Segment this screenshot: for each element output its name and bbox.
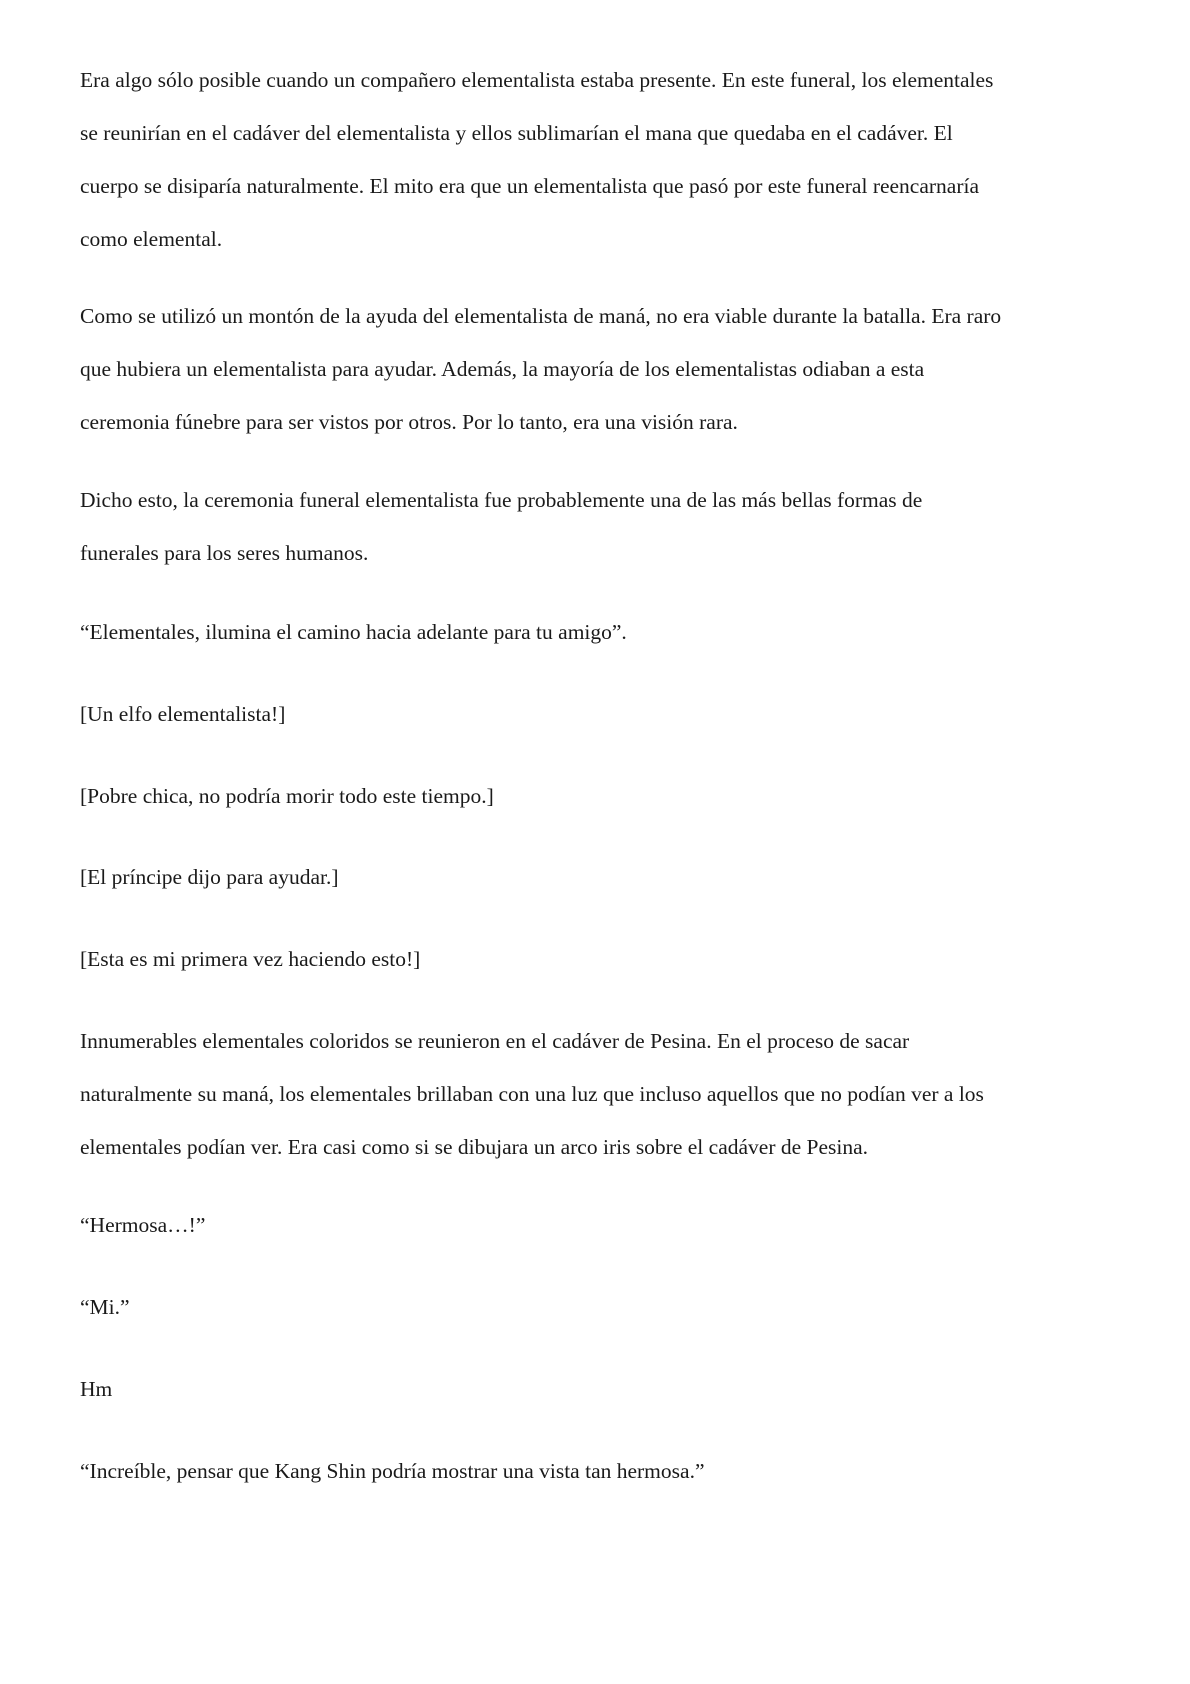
text-line: se reunirían en el cadáver del elementalista y ellos sublimarían el mana que quedaba en el cadáver. El xyxy=(80,121,953,145)
dialogue-line: “Mi.” xyxy=(80,1295,130,1319)
text-line: Dicho esto, la ceremonia funeral elementalista fue probablemente una de las más bellas formas de xyxy=(80,488,923,512)
bracket-line: [Esta es mi primera vez haciendo esto!] xyxy=(80,947,421,971)
text-line: Como se utilizó un montón de la ayuda del elementalista de maná, no era viable durante la batalla. Era raro xyxy=(80,304,1002,328)
dialogue-line: “Elementales, ilumina el camino hacia adelante para tu amigo”. xyxy=(80,620,627,644)
paragraph xyxy=(80,1015,1120,1174)
paragraph xyxy=(80,474,1120,580)
text-line: Hm xyxy=(80,1377,113,1401)
bracket-line: [El príncipe dijo para ayudar.] xyxy=(80,865,339,889)
bracket-line: [Pobre chica, no podría morir todo este tiempo.] xyxy=(80,784,494,808)
dialogue-line: “Increíble, pensar que Kang Shin podría mostrar una vista tan hermosa.” xyxy=(80,1459,705,1483)
text-line: Innumerables elementales coloridos se reunieron en el cadáver de Pesina. En el proceso de sacar xyxy=(80,1029,910,1053)
bracket-line: [Un elfo elementalista!] xyxy=(80,702,286,726)
paragraph xyxy=(80,290,1120,449)
text-line: cuerpo se disiparía naturalmente. El mito era que un elementalista que pasó por este funeral reencarnaría xyxy=(80,174,980,198)
text-line: Era algo sólo posible cuando un compañero elementalista estaba presente. En este funeral, los elementales xyxy=(80,68,994,92)
text-line: ceremonia fúnebre para ser vistos por otros. Por lo tanto, era una visión rara. xyxy=(80,410,738,434)
text-line: como elemental. xyxy=(80,227,223,251)
dialogue-line: “Hermosa…!” xyxy=(80,1213,206,1237)
text-line: elementales podían ver. Era casi como si se dibujara un arco iris sobre el cadáver de Pesina. xyxy=(80,1135,869,1159)
paragraph xyxy=(80,54,1120,266)
text-line: naturalmente su maná, los elementales brillaban con una luz que incluso aquellos que no podían ver a los xyxy=(80,1082,984,1106)
text-line: que hubiera un elementalista para ayudar. Además, la mayoría de los elementalistas odiaban a esta xyxy=(80,357,925,381)
text-line: funerales para los seres humanos. xyxy=(80,541,369,565)
